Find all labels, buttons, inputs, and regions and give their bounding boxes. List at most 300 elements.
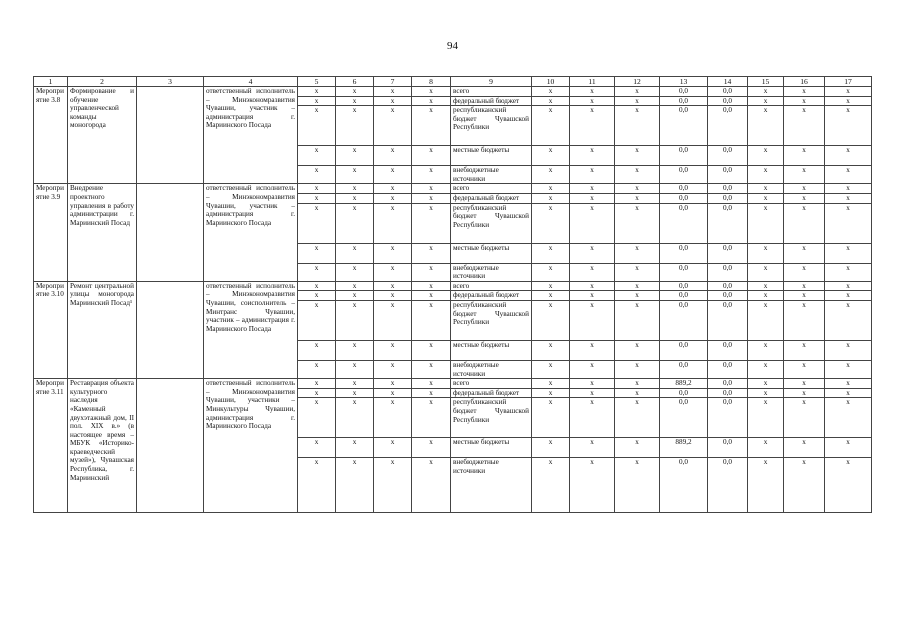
value-cell: x (336, 379, 374, 389)
value-cell: 0,0 (660, 193, 708, 203)
value-cell: x (784, 340, 825, 360)
value-cell: 0,0 (660, 166, 708, 184)
table-row (34, 281, 872, 291)
value-cell: x (336, 193, 374, 203)
value-cell: 0,0 (660, 340, 708, 360)
value-cell: x (532, 398, 570, 438)
table-row (34, 379, 872, 389)
value-cell: x (825, 87, 872, 97)
value-cell: x (784, 243, 825, 263)
value-cell: x (748, 458, 784, 513)
value-cell: 0,0 (708, 184, 748, 194)
value-cell: x (570, 300, 615, 340)
value-cell: 0,0 (708, 146, 748, 166)
value-cell: x (748, 106, 784, 146)
header-cell: 15 (748, 77, 784, 87)
value-cell: x (298, 96, 336, 106)
value-cell: x (336, 106, 374, 146)
table-row (34, 184, 872, 194)
value-cell: x (412, 193, 451, 203)
funding-source-cell: всего (451, 184, 532, 194)
header-cell: 9 (451, 77, 532, 87)
value-cell: x (412, 281, 451, 291)
value-cell: x (374, 146, 412, 166)
value-cell: 0,0 (660, 458, 708, 513)
value-cell: x (825, 398, 872, 438)
activity-id-cell: Мероприятие 3.11 (34, 379, 68, 513)
value-cell: x (784, 281, 825, 291)
value-cell: x (336, 166, 374, 184)
value-cell: 0,0 (660, 300, 708, 340)
activity-col3-cell (137, 379, 204, 513)
value-cell: 0,0 (708, 388, 748, 398)
value-cell: x (784, 96, 825, 106)
value-cell: x (532, 243, 570, 263)
value-cell: 0,0 (708, 398, 748, 438)
value-cell: x (336, 388, 374, 398)
value-cell: x (825, 203, 872, 243)
value-cell: x (825, 388, 872, 398)
value-cell: x (336, 87, 374, 97)
value-cell: x (374, 243, 412, 263)
value-cell: x (825, 166, 872, 184)
value-cell: x (615, 166, 660, 184)
value-cell: x (532, 360, 570, 378)
value-cell: x (374, 87, 412, 97)
funding-source-cell: внебюджетные источники (451, 166, 532, 184)
value-cell: x (615, 281, 660, 291)
value-cell: x (374, 184, 412, 194)
value-cell: x (615, 388, 660, 398)
value-cell: x (784, 263, 825, 281)
value-cell: x (825, 360, 872, 378)
value-cell: x (298, 203, 336, 243)
activity-col3-cell (137, 281, 204, 378)
value-cell: x (784, 106, 825, 146)
value-cell: 889,2 (660, 438, 708, 458)
value-cell: 0,0 (660, 106, 708, 146)
value-cell: x (748, 263, 784, 281)
value-cell: x (784, 379, 825, 389)
funding-source-cell: местные бюджеты (451, 146, 532, 166)
value-cell: x (532, 281, 570, 291)
value-cell: x (412, 438, 451, 458)
value-cell: x (570, 184, 615, 194)
value-cell: x (825, 184, 872, 194)
value-cell: x (748, 281, 784, 291)
value-cell: x (298, 360, 336, 378)
value-cell: x (825, 263, 872, 281)
value-cell: x (336, 360, 374, 378)
value-cell: x (298, 87, 336, 97)
value-cell: x (298, 398, 336, 438)
value-cell: 0,0 (660, 263, 708, 281)
header-cell: 2 (68, 77, 137, 87)
value-cell: x (412, 360, 451, 378)
funding-source-cell: всего (451, 87, 532, 97)
activity-id-cell: Мероприятие 3.8 (34, 87, 68, 184)
value-cell: x (412, 203, 451, 243)
header-cell: 17 (825, 77, 872, 87)
value-cell: x (748, 300, 784, 340)
header-cell: 13 (660, 77, 708, 87)
activity-executor-cell: ответственный исполнитель – Минэкономразвития Чувашии, соисполнитель – Минтранс Чувашии, участник – администрация г. Мариинского Посада (204, 281, 298, 378)
value-cell: x (374, 398, 412, 438)
value-cell: x (615, 96, 660, 106)
funding-source-cell: федеральный бюджет (451, 291, 532, 301)
value-cell: x (298, 281, 336, 291)
header-cell: 3 (137, 77, 204, 87)
value-cell: x (412, 398, 451, 438)
value-cell: x (532, 263, 570, 281)
value-cell: x (412, 106, 451, 146)
value-cell: x (615, 87, 660, 97)
value-cell: x (412, 87, 451, 97)
activity-name-cell: Реставрация объекта культурного наследия «Каменный двухэтажный дом, II пол. XIX в.» (в настоящее время – МБУК «Историко-краеведческий музей»), Чувашская Республика, г. Мариинский (68, 379, 137, 513)
value-cell: x (615, 300, 660, 340)
value-cell: 0,0 (708, 438, 748, 458)
value-cell: x (374, 300, 412, 340)
value-cell: x (336, 243, 374, 263)
value-cell: x (784, 398, 825, 438)
value-cell: x (570, 438, 615, 458)
value-cell: 0,0 (708, 340, 748, 360)
value-cell: x (532, 193, 570, 203)
value-cell: x (532, 106, 570, 146)
value-cell: x (825, 193, 872, 203)
value-cell: x (298, 146, 336, 166)
value-cell: 0,0 (660, 243, 708, 263)
value-cell: x (825, 281, 872, 291)
value-cell: x (336, 458, 374, 513)
header-cell: 12 (615, 77, 660, 87)
value-cell: x (374, 203, 412, 243)
value-cell: x (615, 291, 660, 301)
value-cell: x (784, 203, 825, 243)
value-cell: 0,0 (660, 398, 708, 438)
value-cell: x (336, 300, 374, 340)
value-cell: 0,0 (708, 458, 748, 513)
value-cell: 0,0 (708, 291, 748, 301)
value-cell: 0,0 (708, 203, 748, 243)
value-cell: x (298, 193, 336, 203)
value-cell: x (748, 166, 784, 184)
value-cell: x (374, 96, 412, 106)
value-cell: x (532, 291, 570, 301)
value-cell: x (748, 146, 784, 166)
activity-executor-cell: ответственный исполнитель – Минэкономразвития Чувашии, участник – администрация г. Мариинского Посада (204, 87, 298, 184)
value-cell: x (784, 458, 825, 513)
value-cell: x (615, 203, 660, 243)
activity-id-cell: Мероприятие 3.9 (34, 184, 68, 281)
value-cell: 0,0 (660, 146, 708, 166)
value-cell: 0,0 (708, 243, 748, 263)
value-cell: x (748, 438, 784, 458)
value-cell: x (298, 243, 336, 263)
value-cell: 0,0 (660, 184, 708, 194)
value-cell: x (374, 193, 412, 203)
value-cell: x (784, 87, 825, 97)
value-cell: x (374, 458, 412, 513)
value-cell: x (748, 243, 784, 263)
funding-source-cell: местные бюджеты (451, 243, 532, 263)
value-cell: x (825, 379, 872, 389)
value-cell: 889,2 (660, 379, 708, 389)
funding-source-cell: республиканский бюджет Чувашской Республики (451, 203, 532, 243)
value-cell: x (374, 166, 412, 184)
funding-source-cell: республиканский бюджет Чувашской Республики (451, 300, 532, 340)
value-cell: x (374, 106, 412, 146)
value-cell: x (298, 184, 336, 194)
activity-col3-cell (137, 184, 204, 281)
value-cell: x (570, 291, 615, 301)
value-cell: x (784, 184, 825, 194)
funding-source-cell: внебюджетные источники (451, 360, 532, 378)
value-cell: x (336, 263, 374, 281)
value-cell: x (570, 281, 615, 291)
value-cell: x (412, 96, 451, 106)
funding-source-cell: местные бюджеты (451, 340, 532, 360)
value-cell: x (748, 379, 784, 389)
funding-source-cell: федеральный бюджет (451, 388, 532, 398)
value-cell: x (336, 203, 374, 243)
value-cell: x (570, 96, 615, 106)
value-cell: 0,0 (660, 388, 708, 398)
value-cell: x (298, 263, 336, 281)
value-cell: x (532, 87, 570, 97)
funding-source-cell: всего (451, 379, 532, 389)
value-cell: x (298, 438, 336, 458)
value-cell: x (748, 291, 784, 301)
header-cell: 5 (298, 77, 336, 87)
value-cell: x (412, 379, 451, 389)
value-cell: x (374, 340, 412, 360)
value-cell: x (570, 360, 615, 378)
value-cell: x (336, 291, 374, 301)
value-cell: x (298, 388, 336, 398)
header-cell: 8 (412, 77, 451, 87)
value-cell: x (336, 184, 374, 194)
value-cell: x (532, 166, 570, 184)
value-cell: x (374, 291, 412, 301)
value-cell: x (298, 300, 336, 340)
value-cell: x (615, 438, 660, 458)
value-cell: x (615, 263, 660, 281)
value-cell: x (570, 106, 615, 146)
budget-table (33, 76, 872, 513)
value-cell: 0,0 (660, 281, 708, 291)
table-row (34, 87, 872, 97)
value-cell: x (412, 263, 451, 281)
value-cell: x (298, 458, 336, 513)
value-cell: x (784, 166, 825, 184)
value-cell: x (570, 388, 615, 398)
value-cell: x (412, 388, 451, 398)
value-cell: x (615, 146, 660, 166)
value-cell: x (336, 438, 374, 458)
value-cell: 0,0 (660, 87, 708, 97)
value-cell: x (336, 398, 374, 438)
funding-source-cell: внебюджетные источники (451, 263, 532, 281)
value-cell: x (615, 379, 660, 389)
value-cell: 0,0 (660, 291, 708, 301)
value-cell: x (532, 458, 570, 513)
value-cell: 0,0 (660, 360, 708, 378)
value-cell: x (825, 458, 872, 513)
header-cell: 1 (34, 77, 68, 87)
value-cell: x (570, 87, 615, 97)
value-cell: 0,0 (660, 96, 708, 106)
value-cell: x (374, 281, 412, 291)
value-cell: x (298, 291, 336, 301)
value-cell: x (748, 193, 784, 203)
value-cell: x (784, 146, 825, 166)
value-cell: 0,0 (708, 300, 748, 340)
value-cell: 0,0 (708, 263, 748, 281)
activity-name-cell: Формирование и обучение управленческой команды моногорода (68, 87, 137, 184)
value-cell: x (825, 340, 872, 360)
value-cell: x (336, 146, 374, 166)
value-cell: x (412, 184, 451, 194)
activity-id-cell: Мероприятие 3.10 (34, 281, 68, 378)
value-cell: x (615, 106, 660, 146)
activity-name-cell: Ремонт центральной улицы моногорода Мариинский Посад¹ (68, 281, 137, 378)
value-cell: x (412, 243, 451, 263)
value-cell: x (532, 388, 570, 398)
value-cell: x (374, 263, 412, 281)
value-cell: 0,0 (660, 203, 708, 243)
value-cell: x (825, 146, 872, 166)
value-cell: x (570, 146, 615, 166)
header-cell: 11 (570, 77, 615, 87)
value-cell: x (748, 96, 784, 106)
value-cell: x (532, 146, 570, 166)
value-cell: x (298, 106, 336, 146)
value-cell: x (615, 360, 660, 378)
value-cell: x (748, 203, 784, 243)
value-cell: x (336, 96, 374, 106)
value-cell: x (748, 340, 784, 360)
value-cell: 0,0 (708, 379, 748, 389)
value-cell: x (374, 360, 412, 378)
funding-source-cell: местные бюджеты (451, 438, 532, 458)
value-cell: x (825, 291, 872, 301)
value-cell: x (570, 379, 615, 389)
header-cell: 4 (204, 77, 298, 87)
value-cell: x (570, 203, 615, 243)
value-cell: x (748, 87, 784, 97)
value-cell: x (570, 458, 615, 513)
activity-name-cell: Внедрение проектного управления в работу администрации г. Мариинский Посад (68, 184, 137, 281)
activity-executor-cell: ответственный исполнитель – Минэкономразвития Чувашии, участник – администрация г. Мариинского Посада (204, 184, 298, 281)
value-cell: x (298, 340, 336, 360)
value-cell: x (570, 398, 615, 438)
value-cell: x (748, 398, 784, 438)
value-cell: x (825, 243, 872, 263)
value-cell: x (748, 184, 784, 194)
value-cell: x (532, 184, 570, 194)
header-row (34, 77, 872, 87)
page-number: 94 (447, 40, 458, 52)
header-cell: 10 (532, 77, 570, 87)
value-cell: x (412, 340, 451, 360)
value-cell: x (784, 193, 825, 203)
value-cell: x (532, 300, 570, 340)
value-cell: x (298, 379, 336, 389)
value-cell: x (748, 388, 784, 398)
value-cell: 0,0 (708, 106, 748, 146)
header-cell: 6 (336, 77, 374, 87)
value-cell: 0,0 (708, 87, 748, 97)
header-cell: 16 (784, 77, 825, 87)
value-cell: x (374, 438, 412, 458)
funding-source-cell: республиканский бюджет Чувашской Республики (451, 106, 532, 146)
value-cell: x (336, 340, 374, 360)
value-cell: x (784, 300, 825, 340)
value-cell: x (825, 300, 872, 340)
value-cell: x (570, 166, 615, 184)
value-cell: x (374, 379, 412, 389)
header-cell: 7 (374, 77, 412, 87)
funding-source-cell: республиканский бюджет Чувашской Республики (451, 398, 532, 438)
value-cell: x (532, 379, 570, 389)
value-cell: x (412, 300, 451, 340)
value-cell: x (532, 96, 570, 106)
value-cell: x (615, 193, 660, 203)
value-cell: 0,0 (708, 166, 748, 184)
value-cell: x (532, 438, 570, 458)
value-cell: x (615, 243, 660, 263)
value-cell: x (784, 291, 825, 301)
value-cell: 0,0 (708, 360, 748, 378)
value-cell: x (298, 166, 336, 184)
funding-source-cell: федеральный бюджет (451, 193, 532, 203)
value-cell: 0,0 (708, 281, 748, 291)
value-cell: x (825, 96, 872, 106)
value-cell: x (825, 106, 872, 146)
value-cell: x (570, 263, 615, 281)
value-cell: x (374, 388, 412, 398)
funding-source-cell: внебюджетные источники (451, 458, 532, 513)
value-cell: x (615, 340, 660, 360)
value-cell: x (412, 166, 451, 184)
value-cell: x (570, 243, 615, 263)
value-cell: x (412, 146, 451, 166)
value-cell: 0,0 (708, 96, 748, 106)
header-cell: 14 (708, 77, 748, 87)
value-cell: x (570, 340, 615, 360)
value-cell: x (615, 398, 660, 438)
value-cell: x (748, 360, 784, 378)
value-cell: x (532, 203, 570, 243)
value-cell: x (570, 193, 615, 203)
activity-col3-cell (137, 87, 204, 184)
value-cell: x (336, 281, 374, 291)
value-cell: x (615, 458, 660, 513)
value-cell: x (412, 458, 451, 513)
funding-source-cell: всего (451, 281, 532, 291)
value-cell: x (532, 340, 570, 360)
activity-executor-cell: ответственный исполнитель – Минэкономразвития Чувашии, участники – Минкультуры Чувашии, администрация г. Мариинского Посада (204, 379, 298, 513)
value-cell: x (784, 438, 825, 458)
funding-source-cell: федеральный бюджет (451, 96, 532, 106)
value-cell: 0,0 (708, 193, 748, 203)
value-cell: x (615, 184, 660, 194)
value-cell: x (784, 360, 825, 378)
table-body (34, 77, 872, 513)
value-cell: x (784, 388, 825, 398)
value-cell: x (412, 291, 451, 301)
